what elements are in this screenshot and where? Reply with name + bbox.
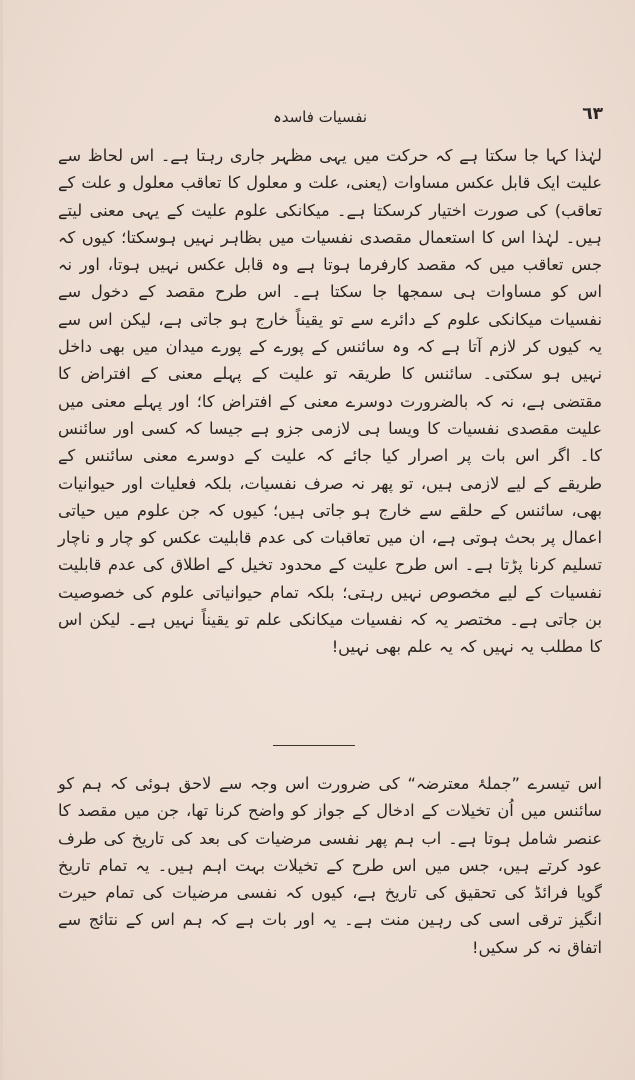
running-title: نفسیات فاسدہ bbox=[272, 108, 368, 126]
body-paragraph-1 bbox=[58, 142, 602, 661]
page-number: ٦٣ bbox=[582, 104, 603, 124]
body-paragraph-2 bbox=[58, 770, 602, 961]
page-header bbox=[33, 104, 607, 134]
section-divider bbox=[273, 745, 355, 746]
paragraph-text: اس تیسرے ”جملۂ معترضہ“ کی ضرورت اس وجہ سے لاحق ہوئی کہ ہم کو سائنس میں اُن تخیلات کے ادخال کے جواز کو واضح کرنا تھا، جن میں مقصد کا عنصر شامل ہوتا ہے۔ اب ہم پھر نفسی مرضیات کی بعد کی تاریخ کی طرف عود کرتے ہیں، جس میں اس طرح کے تخیلات بہت اہم ہیں۔ یہ تمام تاریخ گویا فرائڈ کی تحقیق کی تاریخ ہے، کیوں کہ نفسی مرضیات کی تمام حیرت انگیز ترقی اسی کی رہین منت ہے۔ یہ اور بات ہے کہ ہم اس کے نتائج سے اتفاق نہ کر سکیں! bbox=[58, 774, 602, 957]
paragraph-text: لہٰذا کہا جا سکتا ہے کہ حرکت میں یہی مظہر جاری رہتا ہے۔ اس لحاظ سے علیت ایک قابل عکس مساوات (یعنی، علت و معلول کا تعاقب معلول و علت کے تعاقب) کی صورت اختیار کرسکتا ہے۔ میکانکی علوم علیت کے یہی معنی لیتے ہیں۔ لہٰذا اس کا استعمال مقصدی نفسیات میں بظاہر نہیں ہوسکتا؛ کیوں کہ جس تعاقب میں کہ مقصد کارفرما ہوتا ہے وہ قابل عکس نہیں ہوتا، اور نہ اس کو مساوات ہی سمجھا جا سکتا ہے۔ اس طرح مقصد کے دخول سے نفسیات میکانکی علوم کے دائرے سے تو یقیناً خارج ہو جاتی ہے، لیکن اس سے یہ کیوں کر لازم آتا ہے کہ وہ سائنس کے پورے کے پورے میدان میں بھی داخل نہیں ہو سکتی۔ سائنس کا طریقہ تو علیت کے پہلے معنی کے افتراض کا مقتضی ہے، نہ کہ بالضرورت دوسرے معنی کے افتراض کا؛ اور پہلے معنی میں علیت مقصدی نفسیات کا ویسا ہی لازمی جزو ہے جیسا کہ کسی اور سائنس کا۔ اگر اس بات پر اصرار کیا جائے کہ علیت کے دوسرے معنی سائنس کے طریقے کے لیے لازمی ہیں، تو پھر نہ صرف نفسیات، بلکہ فعلیات اور حیوانیات بھی، سائنس کے حلقے سے خارج ہو جاتی ہیں؛ کیوں کہ جن علوم میں حیاتی اعمال پر بحث ہوتی ہے، ان میں تعاقبات کی عدم قابلیت عکس کو چار و ناچار تسلیم کرنا پڑتا ہے۔ اس طرح علیت کے محدود تخیل کے اطلاق کی عدم قابلیت نفسیات کے لیے مخصوص نہیں رہتی؛ بلکہ تمام حیوانیاتی علوم کی خصوصیت بن جاتی ہے۔ مختصر یہ کہ نفسیات میکانکی علم تو یقیناً نہیں ہے۔ لیکن اس کا مطلب یہ نہیں کہ یہ علم بھی نہیں! bbox=[58, 146, 602, 657]
